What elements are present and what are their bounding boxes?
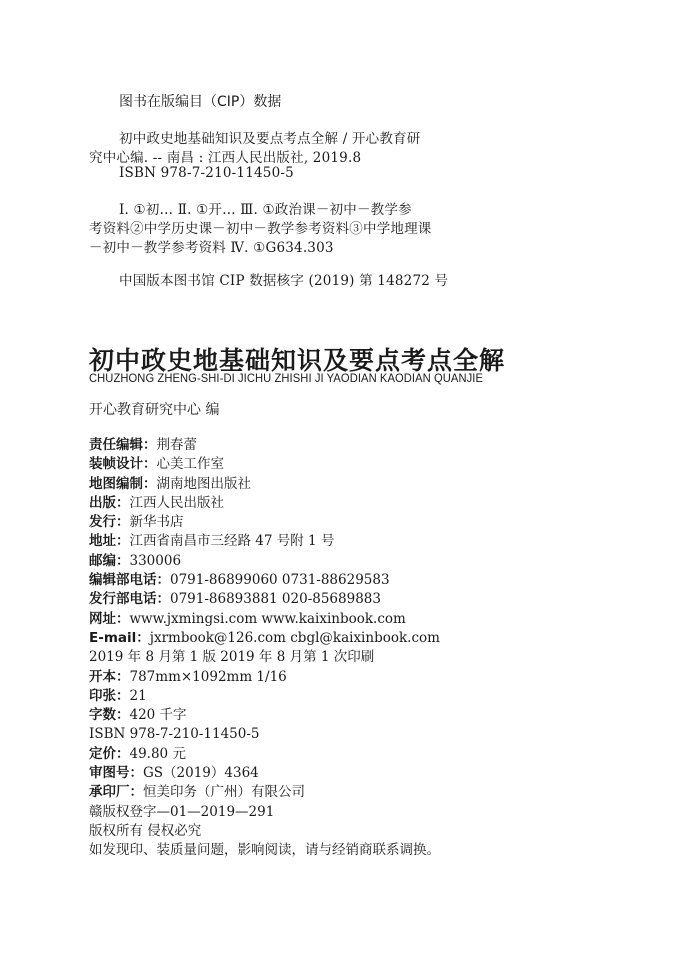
detail-value: 湖南地图出版社 [156,475,251,492]
detail-value: 心美工作室 [156,456,224,473]
detail-row [89,783,440,802]
detail-label: 地址： [89,533,130,550]
detail-row [89,610,440,629]
detail-row [89,475,440,494]
detail-row [89,764,440,783]
detail-row [89,629,440,648]
detail-label: 审图号： [89,765,143,782]
detail-value: 江西人民出版社 [129,494,224,511]
detail-value: 0791-86899060 0731-88629583 [170,572,390,589]
detail-row [89,725,440,744]
detail-row [89,668,440,687]
detail-value: jxrmbook@126.com cbgl@kaixinbook.com [149,629,440,646]
detail-value: 赣版权登字—01—2019—291 [89,803,275,820]
publication-details [89,436,440,861]
detail-row [89,436,440,455]
detail-label: 编辑部电话： [89,572,170,589]
detail-row [89,532,440,551]
detail-row [89,687,440,706]
detail-value: ISBN 978-7-210-11450-5 [89,726,260,743]
detail-label: 印张： [89,687,130,704]
detail-value: 49.80 元 [129,745,186,762]
detail-value: 787mm×1092mm 1/16 [129,668,287,685]
cip-heading: 图书在版编目（CIP）数据 [119,94,282,110]
detail-row [89,822,440,841]
detail-row [89,552,440,571]
detail-value: 2019 年 8 月第 1 版 2019 年 8 月第 1 次印刷 [89,649,375,666]
detail-row [89,841,440,860]
detail-label: 定价： [89,745,130,762]
cip-line: －初中－教学参考资料 Ⅳ. ①G634.303 [89,240,334,256]
cip-line: 考资料②中学历史课－初中－教学参考资料③中学地理课 [89,221,432,237]
detail-value: 荆春蕾 [156,437,197,453]
detail-row [89,571,440,590]
detail-label: E-mail： [89,629,150,646]
detail-row [89,803,440,822]
detail-value: 21 [129,687,147,704]
detail-label: 网址： [89,610,130,627]
detail-row [89,706,440,725]
cip-line: 初中政史地基础知识及要点考点全解 / 开心教育研 [119,131,421,147]
book-pinyin-title: CHUZHONG ZHENG-SHI-DI JICHU ZHISHI JI YAODIAN KAODIAN QUANJIE [89,371,484,385]
cip-number: 中国版本图书馆 CIP 数据核字 (2019) 第 148272 号 [119,273,449,289]
detail-value: 江西省南昌市三经路 47 号附 1 号 [129,533,335,550]
detail-row [89,590,440,609]
detail-label: 装帧设计： [89,456,157,473]
book-title: 初中政史地基础知识及要点考点全解 [89,346,506,375]
cip-line: ISBN 978-7-210-11450-5 [119,165,294,181]
detail-value: 恒美印务（广州）有限公司 [143,784,305,801]
detail-label: 承印厂： [89,784,143,801]
detail-row [89,745,440,764]
detail-label: 地图编制： [89,475,157,492]
detail-value: 版权所有 侵权必究 [89,822,202,839]
detail-row [89,494,440,513]
detail-label: 责任编辑： [89,437,157,453]
detail-label: 邮编： [89,552,130,569]
detail-value: 330006 [129,552,182,569]
cip-line: 究中心编. -- 南昌 : 江西人民出版社, 2019.8 [89,150,362,166]
detail-row [89,513,440,532]
detail-value: www.jxmingsi.com www.kaixinbook.com [129,610,406,627]
detail-value: 420 千字 [129,707,187,724]
detail-label: 字数： [89,707,130,724]
detail-label: 开本： [89,668,130,685]
detail-row [89,648,440,667]
detail-row [89,455,440,474]
detail-value: GS（2019）4364 [143,765,259,782]
detail-label: 发行： [89,514,130,531]
cip-line: Ⅰ. ①初… Ⅱ. ①开… Ⅲ. ①政治课－初中－教学参 [119,202,412,218]
detail-label: 发行部电话： [89,591,170,608]
detail-value: 0791-86893881 020-85689883 [170,591,381,608]
book-editor: 开心教育研究中心 编 [89,402,220,418]
detail-value: 如发现印、装质量问题，影响阅读，请与经销商联系调换。 [89,842,440,859]
detail-label: 出版： [89,494,130,511]
detail-value: 新华书店 [129,514,184,531]
